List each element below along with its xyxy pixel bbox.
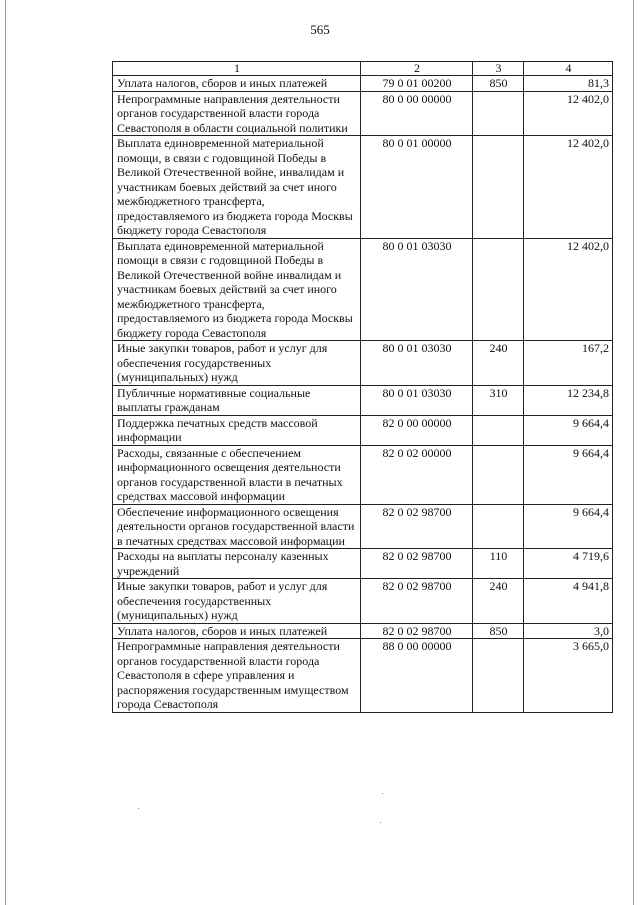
amount-cell: 4 941,8 xyxy=(524,579,613,624)
target-code-cell: 80 0 01 03030 xyxy=(361,341,473,386)
table-header-row xyxy=(113,62,613,76)
expense-name-cell: Непрограммные направления деятельности органов государственной власти города Севастополя в сфере управления и распоряжения государственным имуществом города Севастополя xyxy=(113,639,361,713)
column-header: 1 xyxy=(113,62,361,76)
target-code-cell: 88 0 00 00000 xyxy=(361,639,473,713)
expense-name-cell: Выплата единовременной материальной помощи в связи с годовщиной Победы в Великой Отечественной войне инвалидам и участникам боевых действий за счет иного межбюджетного трансферта, предоставляемого из бюджета города Москвы бюджету города Севастополя xyxy=(113,238,361,341)
target-code-cell: 80 0 00 00000 xyxy=(361,91,473,136)
amount-cell: 12 402,0 xyxy=(524,91,613,136)
table-row xyxy=(113,76,613,92)
amount-cell: 12 402,0 xyxy=(524,136,613,239)
target-code-cell: 82 0 02 98700 xyxy=(361,504,473,549)
table-body xyxy=(113,76,613,713)
expense-name-cell: Обеспечение информационного освещения деятельности органов государственной власти в печатных средствах массовой информации xyxy=(113,504,361,549)
amount-cell: 3,0 xyxy=(524,623,613,639)
amount-cell: 9 664,4 xyxy=(524,445,613,504)
amount-cell: 9 664,4 xyxy=(524,415,613,445)
table-row xyxy=(113,504,613,549)
expense-type-cell: 310 xyxy=(473,385,524,415)
expense-type-cell: 110 xyxy=(473,549,524,579)
expense-name-cell: Непрограммные направления деятельности органов государственной власти города Севастополя в области социальной политики xyxy=(113,91,361,136)
amount-cell: 12 234,8 xyxy=(524,385,613,415)
expense-name-cell: Выплата единовременной материальной помощи, в связи с годовщиной Победы в Великой Отечественной войне, инвалидам и участникам боевых действий за счет иного межбюджетного трансферта, предоставляемого из бюджета города Москвы бюджету города Севастополя xyxy=(113,136,361,239)
page-number: 565 xyxy=(310,22,330,37)
expense-type-cell xyxy=(473,136,524,239)
expense-type-cell xyxy=(473,238,524,341)
expense-type-cell: 850 xyxy=(473,623,524,639)
scan-speck xyxy=(138,808,139,809)
scan-speck xyxy=(382,793,383,794)
column-header: 3 xyxy=(473,62,524,76)
expense-name-cell: Уплата налогов, сборов и иных платежей xyxy=(113,623,361,639)
amount-cell: 3 665,0 xyxy=(524,639,613,713)
expense-type-cell: 240 xyxy=(473,341,524,386)
scan-left-edge xyxy=(5,0,6,905)
expense-type-cell xyxy=(473,639,524,713)
target-code-cell: 82 0 02 00000 xyxy=(361,445,473,504)
table-row xyxy=(113,385,613,415)
amount-cell: 167,2 xyxy=(524,341,613,386)
table-row xyxy=(113,579,613,624)
target-code-cell: 82 0 02 98700 xyxy=(361,579,473,624)
expense-name-cell: Уплата налогов, сборов и иных платежей xyxy=(113,76,361,92)
table-row xyxy=(113,639,613,713)
expense-type-cell xyxy=(473,415,524,445)
expense-type-cell xyxy=(473,91,524,136)
budget-table xyxy=(112,61,613,713)
target-code-cell: 79 0 01 00200 xyxy=(361,76,473,92)
expense-type-cell: 240 xyxy=(473,579,524,624)
expense-type-cell xyxy=(473,445,524,504)
table-row xyxy=(113,91,613,136)
target-code-cell: 80 0 01 00000 xyxy=(361,136,473,239)
expense-name-cell: Поддержка печатных средств массовой информации xyxy=(113,415,361,445)
table-row xyxy=(113,415,613,445)
target-code-cell: 80 0 01 03030 xyxy=(361,385,473,415)
table-row xyxy=(113,549,613,579)
amount-cell: 4 719,6 xyxy=(524,549,613,579)
column-header: 4 xyxy=(524,62,613,76)
amount-cell: 12 402,0 xyxy=(524,238,613,341)
amount-cell: 81,3 xyxy=(524,76,613,92)
expense-name-cell: Публичные нормативные социальные выплаты гражданам xyxy=(113,385,361,415)
expense-name-cell: Иные закупки товаров, работ и услуг для обеспечения государственных (муниципальных) нужд xyxy=(113,341,361,386)
expense-type-cell: 850 xyxy=(473,76,524,92)
expense-type-cell xyxy=(473,504,524,549)
expense-name-cell: Расходы, связанные с обеспечением информационного освещения деятельности органов государственной власти в печатных средствах массовой информации xyxy=(113,445,361,504)
target-code-cell: 82 0 00 00000 xyxy=(361,415,473,445)
table-row xyxy=(113,238,613,341)
target-code-cell: 82 0 02 98700 xyxy=(361,549,473,579)
target-code-cell: 82 0 02 98700 xyxy=(361,623,473,639)
table-row xyxy=(113,623,613,639)
column-header: 2 xyxy=(361,62,473,76)
expense-name-cell: Иные закупки товаров, работ и услуг для обеспечения государственных (муниципальных) нужд xyxy=(113,579,361,624)
target-code-cell: 80 0 01 03030 xyxy=(361,238,473,341)
scan-speck xyxy=(380,822,381,823)
table-row xyxy=(113,445,613,504)
table-row xyxy=(113,341,613,386)
expense-name-cell: Расходы на выплаты персоналу казенных учреждений xyxy=(113,549,361,579)
amount-cell: 9 664,4 xyxy=(524,504,613,549)
table-row xyxy=(113,136,613,239)
scan-right-edge xyxy=(633,0,634,905)
